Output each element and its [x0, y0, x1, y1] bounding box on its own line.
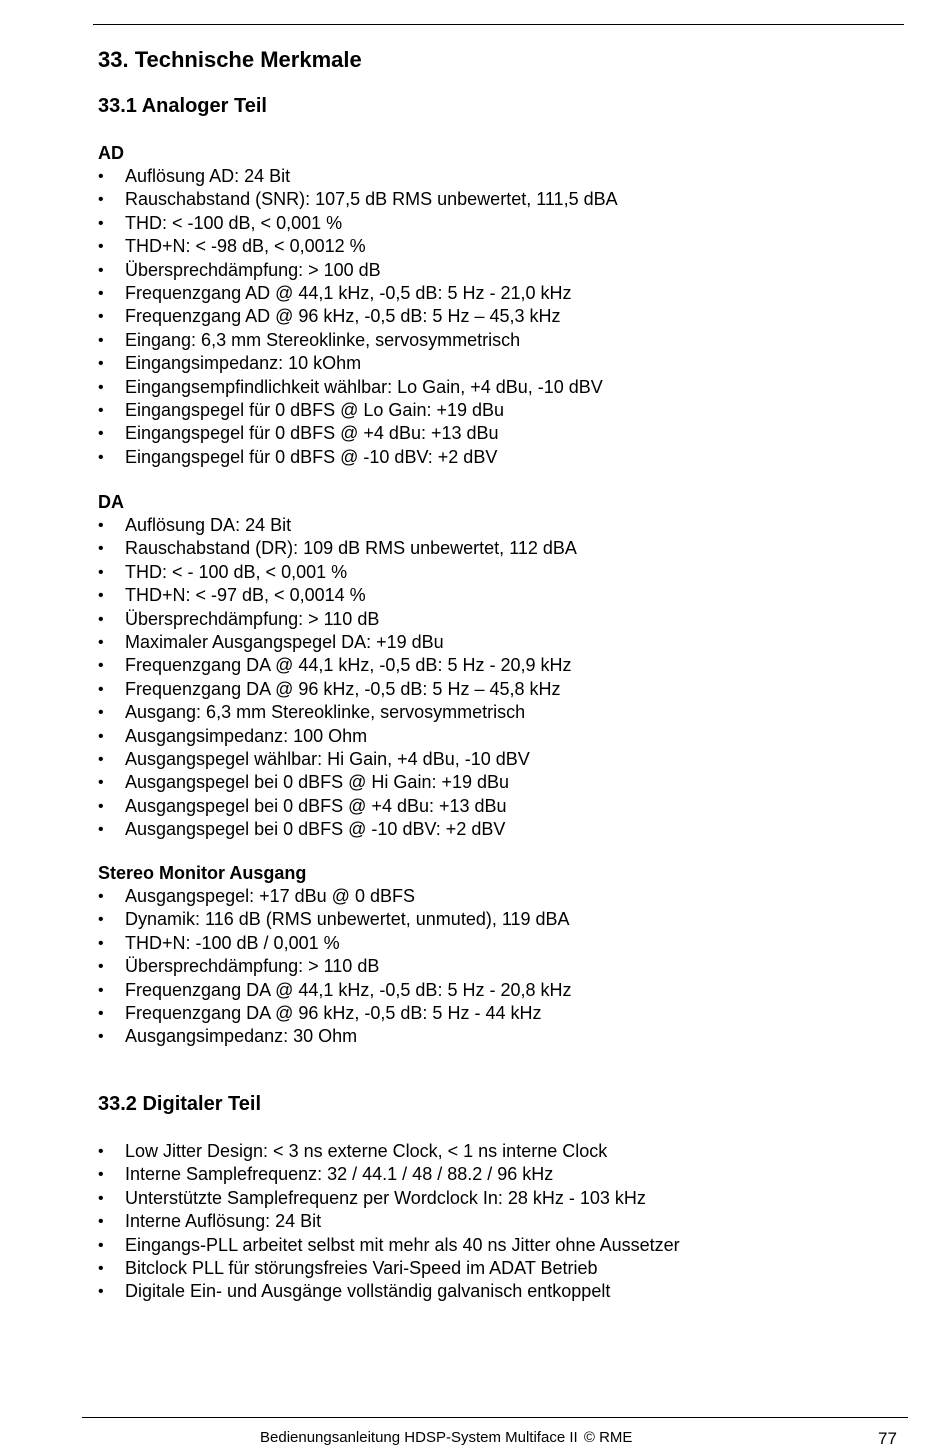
list-item: • Ausgangspegel bei 0 dBFS @ Hi Gain: +19 dBu — [98, 771, 577, 794]
list-item: • THD: < - 100 dB, < 0,001 % — [98, 561, 577, 584]
monitor-heading: Stereo Monitor Ausgang — [98, 863, 307, 883]
list-item: • Frequenzgang AD @ 96 kHz, -0,5 dB: 5 Hz – 45,3 kHz — [98, 305, 618, 328]
list-item: • Dynamik: 116 dB (RMS unbewertet, unmuted), 119 dBA — [98, 908, 571, 931]
copyright-symbol: © — [583, 1429, 595, 1446]
footer — [260, 1429, 632, 1446]
list-item: • Eingangs-PLL arbeitet selbst mit mehr als 40 ns Jitter ohne Aussetzer — [98, 1234, 680, 1257]
list-item: • Ausgangspegel bei 0 dBFS @ +4 dBu: +13 dBu — [98, 795, 577, 818]
list-item: • Unterstützte Samplefrequenz per Wordclock In: 28 kHz - 103 kHz — [98, 1187, 680, 1210]
top-rule — [93, 24, 904, 25]
list-item: • Ausgangsimpedanz: 100 Ohm — [98, 725, 577, 748]
list-item: • Frequenzgang DA @ 44,1 kHz, -0,5 dB: 5 Hz - 20,9 kHz — [98, 654, 577, 677]
list-item: • Ausgangspegel: +17 dBu @ 0 dBFS — [98, 885, 571, 908]
list-item: • Rauschabstand (SNR): 107,5 dB RMS unbewertet, 111,5 dBA — [98, 188, 618, 211]
list-item: • Ausgang: 6,3 mm Stereoklinke, servosymmetrisch — [98, 701, 577, 724]
ad-heading: AD — [98, 143, 124, 163]
list-item: • Eingangsempfindlichkeit wählbar: Lo Gain, +4 dBu, -10 dBV — [98, 376, 618, 399]
brand-name: RME — [599, 1429, 633, 1446]
list-item: • Übersprechdämpfung: > 100 dB — [98, 259, 618, 282]
list-item: • Frequenzgang AD @ 44,1 kHz, -0,5 dB: 5 Hz - 21,0 kHz — [98, 282, 618, 305]
list-item: • Übersprechdämpfung: > 110 dB — [98, 608, 577, 631]
list-item: • Rauschabstand (DR): 109 dB RMS unbewertet, 112 dBA — [98, 537, 577, 560]
list-item: • THD: < -100 dB, < 0,001 % — [98, 212, 618, 235]
list-item: • Ausgangspegel bei 0 dBFS @ -10 dBV: +2 dBV — [98, 818, 577, 841]
list-item: • Ausgangsimpedanz: 30 Ohm — [98, 1025, 571, 1048]
list-item: • Eingangspegel für 0 dBFS @ +4 dBu: +13 dBu — [98, 422, 618, 445]
footer-text: Bedienungsanleitung HDSP-System Multiface II — [260, 1429, 578, 1446]
list-item: • Frequenzgang DA @ 96 kHz, -0,5 dB: 5 Hz - 44 kHz — [98, 1002, 571, 1025]
list-item: • Auflösung AD: 24 Bit — [98, 165, 618, 188]
list-item: • Digitale Ein- und Ausgänge vollständig galvanisch entkoppelt — [98, 1280, 680, 1303]
list-item: • Auflösung DA: 24 Bit — [98, 514, 577, 537]
da-heading: DA — [98, 492, 124, 512]
ad-spec-list — [98, 165, 618, 469]
list-item: • Übersprechdämpfung: > 110 dB — [98, 955, 571, 978]
list-item: • Interne Samplefrequenz: 32 / 44.1 / 48 / 88.2 / 96 kHz — [98, 1163, 680, 1186]
section-digital-title: 33.2 Digitaler Teil — [98, 1093, 262, 1115]
da-spec-list — [98, 514, 577, 841]
list-item: • Eingangsimpedanz: 10 kOhm — [98, 352, 618, 375]
list-item: • Ausgangspegel wählbar: Hi Gain, +4 dBu, -10 dBV — [98, 748, 577, 771]
list-item: • THD+N: -100 dB / 0,001 % — [98, 932, 571, 955]
list-item: • Interne Auflösung: 24 Bit — [98, 1210, 680, 1233]
page-number: 77 — [878, 1429, 897, 1448]
digital-spec-list — [98, 1140, 680, 1304]
chapter-title: 33. Technische Merkmale — [98, 47, 362, 72]
list-item: • Eingangspegel für 0 dBFS @ Lo Gain: +19 dBu — [98, 399, 618, 422]
list-item: • Frequenzgang DA @ 44,1 kHz, -0,5 dB: 5 Hz - 20,8 kHz — [98, 979, 571, 1002]
list-item: • Frequenzgang DA @ 96 kHz, -0,5 dB: 5 Hz – 45,8 kHz — [98, 678, 577, 701]
list-item: • Low Jitter Design: < 3 ns externe Clock, < 1 ns interne Clock — [98, 1140, 680, 1163]
list-item: • Eingangspegel für 0 dBFS @ -10 dBV: +2 dBV — [98, 446, 618, 469]
section-analog-title: 33.1 Analoger Teil — [98, 95, 267, 117]
list-item: • Maximaler Ausgangspegel DA: +19 dBu — [98, 631, 577, 654]
list-item: • THD+N: < -97 dB, < 0,0014 % — [98, 584, 577, 607]
list-item: • Eingang: 6,3 mm Stereoklinke, servosymmetrisch — [98, 329, 618, 352]
list-item: • THD+N: < -98 dB, < 0,0012 % — [98, 235, 618, 258]
bottom-rule — [82, 1417, 908, 1418]
list-item: • Bitclock PLL für störungsfreies Vari-Speed im ADAT Betrieb — [98, 1257, 680, 1280]
monitor-spec-list — [98, 885, 571, 1049]
